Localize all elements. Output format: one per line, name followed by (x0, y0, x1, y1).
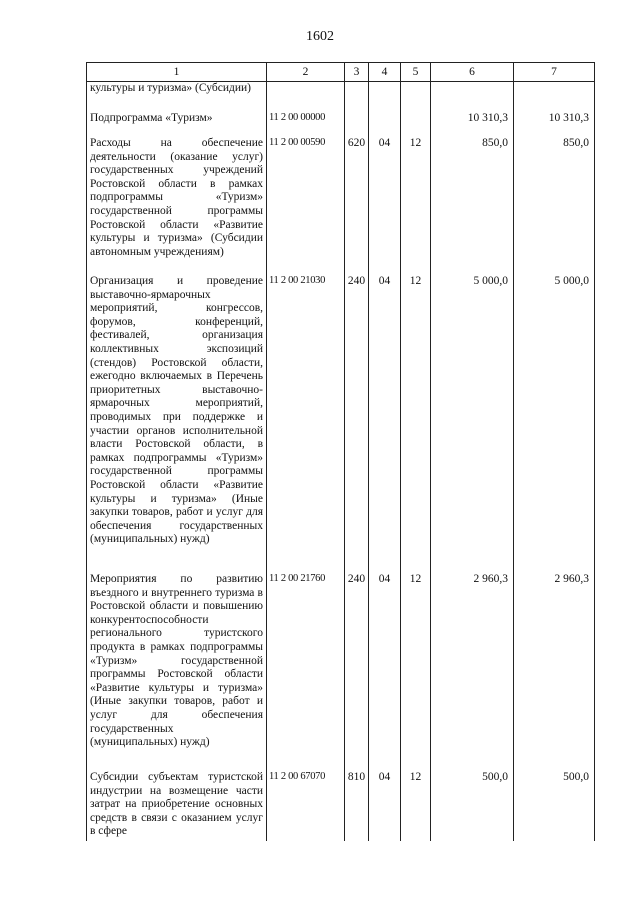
table-header-row (87, 63, 595, 82)
row-value-6: 500,0 (431, 771, 514, 841)
column-header-4: 4 (369, 63, 401, 82)
row-col4 (369, 112, 401, 137)
row-col3 (345, 112, 369, 137)
row-col3: 240 (345, 573, 369, 771)
row-col3: 810 (345, 771, 369, 841)
column-header-5: 5 (401, 63, 431, 82)
row-value-6: 5 000,0 (431, 275, 514, 573)
column-header-1: 1 (87, 63, 267, 82)
row-code (267, 82, 345, 113)
column-header-7: 7 (514, 63, 595, 82)
budget-table (86, 62, 595, 841)
row-description: Подпрограмма «Туризм» (87, 112, 267, 137)
row-col4: 04 (369, 137, 401, 275)
table-row (87, 771, 595, 841)
table-row (87, 82, 595, 113)
row-col5: 12 (401, 137, 431, 275)
row-col4: 04 (369, 771, 401, 841)
row-col3 (345, 82, 369, 113)
row-col4: 04 (369, 573, 401, 771)
row-value-7: 500,0 (514, 771, 595, 841)
row-value-7: 850,0 (514, 137, 595, 275)
table-row (87, 573, 595, 771)
row-col4 (369, 82, 401, 113)
row-value-6: 10 310,3 (431, 112, 514, 137)
table-row (87, 275, 595, 573)
row-description: Субсидии субъектам туристской индустрии на возмещение части затрат на приобретение основных средств в связи с оказанием услуг в сфере (87, 771, 267, 841)
table-row (87, 137, 595, 275)
row-col3: 620 (345, 137, 369, 275)
row-description: Мероприятия по развитию въездного и внутреннего туризма в Ростовской области и повышению конкурентоспособности регионального туристского продукта в рамках подпрограммы «Туризм» государственной программы Ростовской области «Развитие культуры и туризма» (Иные закупки товаров, работ и услуг для обеспечения государственных (муниципальных) нужд) (87, 573, 267, 771)
row-code: 11 2 00 67070 (267, 771, 345, 841)
table-row (87, 112, 595, 137)
row-col4: 04 (369, 275, 401, 573)
row-description: Расходы на обеспечение деятельности (оказание услуг) государственных учреждений Ростовской области в рамках подпрограммы «Туризм» государственной программы Ростовской области «Развитие культуры и туризма» (Субсидии автономным учреждениям) (87, 137, 267, 275)
row-col5 (401, 82, 431, 113)
row-code: 11 2 00 21760 (267, 573, 345, 771)
row-col5: 12 (401, 275, 431, 573)
row-value-7 (514, 82, 595, 113)
row-code: 11 2 00 00590 (267, 137, 345, 275)
row-value-6: 850,0 (431, 137, 514, 275)
row-value-7: 5 000,0 (514, 275, 595, 573)
page-number: 1602 (306, 29, 334, 44)
row-col5 (401, 112, 431, 137)
column-header-3: 3 (345, 63, 369, 82)
row-code: 11 2 00 00000 (267, 112, 345, 137)
row-col5: 12 (401, 573, 431, 771)
row-value-6 (431, 82, 514, 113)
row-code: 11 2 00 21030 (267, 275, 345, 573)
row-value-6: 2 960,3 (431, 573, 514, 771)
row-col5: 12 (401, 771, 431, 841)
row-col3: 240 (345, 275, 369, 573)
column-header-6: 6 (431, 63, 514, 82)
row-description: Организация и проведение выставочно-ярмарочных мероприятий, конгрессов, форумов, конференций, фестивалей, организация коллективных экспозиций (стендов) Ростовской области, ежегодно включаемых в Перечень приоритетных выставочно-ярмарочных мероприятий, проводимых при поддержке и участии органов исполнительной власти Ростовской области, в рамках подпрограммы «Туризм» государственной программы Ростовской области «Развитие культуры и туризма» (Иные закупки товаров, работ и услуг для обеспечения государственных (муниципальных) нужд) (87, 275, 267, 573)
row-value-7: 10 310,3 (514, 112, 595, 137)
column-header-2: 2 (267, 63, 345, 82)
row-description: культуры и туризма» (Субсидии) (87, 82, 267, 113)
row-value-7: 2 960,3 (514, 573, 595, 771)
